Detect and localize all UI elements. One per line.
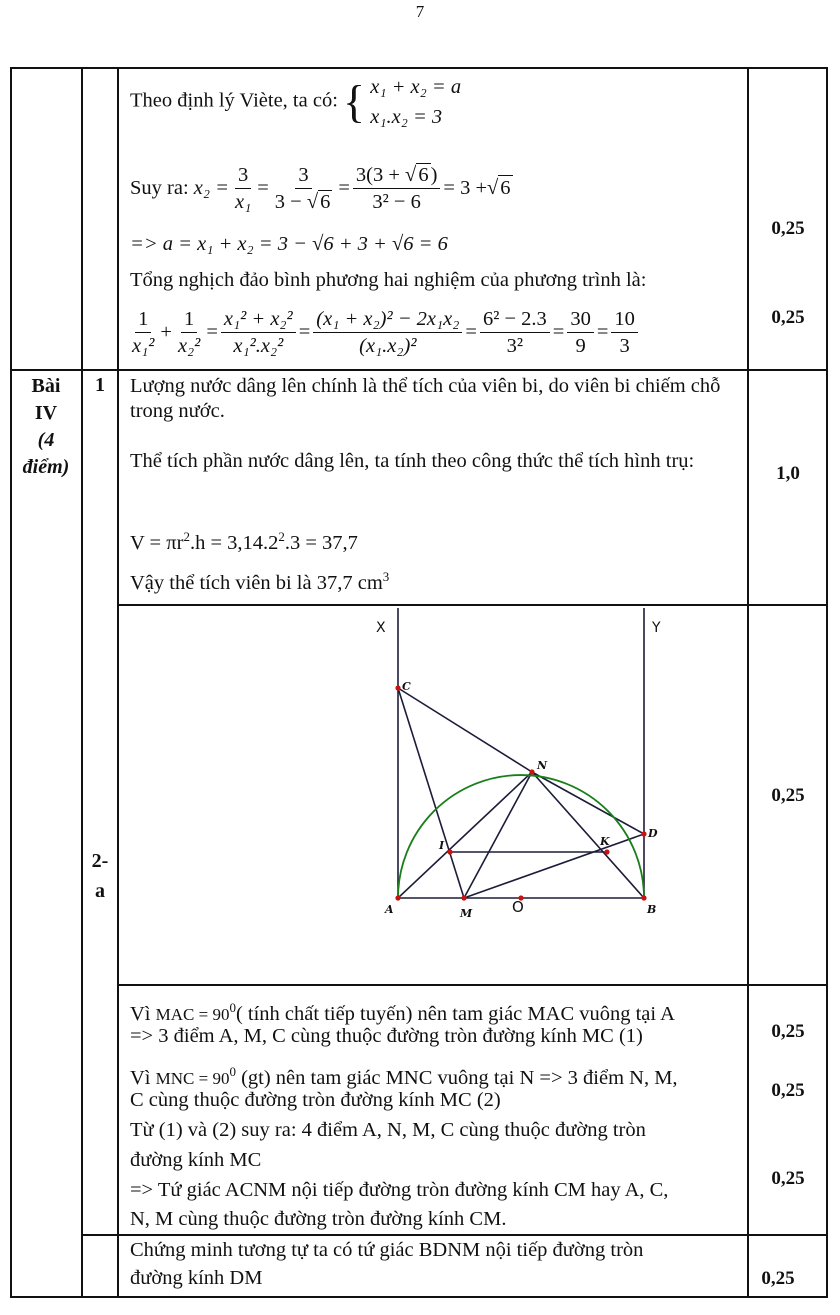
row4-line-5: Từ (1) và (2) suy ra: 4 điểm A, N, M, C cùng thuộc đường tròn [130, 1119, 646, 1141]
row4-line-7: => Tứ giác ACNM nội tiếp đường tròn đường kính CM hay A, C, [130, 1179, 669, 1201]
viete-prefix: Theo định lý Viète, ta có: [130, 89, 338, 112]
row4-line-4: C cùng thuộc đường tròn đường kính MC (2) [130, 1089, 501, 1111]
viete-line [130, 72, 740, 132]
bai-label: Bài IV (4 điểm) [22, 375, 70, 478]
row5-line-1: Chứng minh tương tự ta có tứ giác BDNM nội tiếp đường tròn [130, 1239, 644, 1261]
row2-paragraph-1: Lượng nước dâng lên chính là thể tích của viên bi, do viên bi chiếm chỗ trong nước. [130, 375, 721, 422]
score-row2: 1,0 [776, 463, 800, 484]
g5-fraction: $\frac{\text{6² − 2.3}}{\text{3²}}$ [480, 306, 550, 359]
row-divider-3 [117, 984, 828, 986]
table-divider-3 [747, 67, 749, 1298]
segment-nd [532, 772, 644, 834]
point-a [395, 895, 400, 900]
label-n: N [537, 759, 548, 772]
label-c: C [402, 680, 411, 693]
viete-system [370, 72, 461, 132]
row-divider-1 [10, 369, 828, 371]
row4-line-1: Vì MAC = $90^0$( tính chất tiếp tuyến) nên tam giác MAC vuông tại A [130, 1000, 675, 1025]
volume-conclusion: Vậy thể tích viên bi là 37,7 $cm^3$ [130, 569, 390, 594]
row4-line-2: => 3 điểm A, M, C cùng thuộc đường tròn đường kính MC (1) [130, 1025, 643, 1047]
page-number: 7 [415, 2, 425, 21]
row-divider-4 [81, 1234, 828, 1236]
part-2a-label: 2- a [91, 850, 109, 902]
g6-fraction: $\frac{30}{9}$ [567, 306, 594, 359]
score-row1-a: 0,25 [771, 218, 805, 239]
score-row1-b: 0,25 [771, 307, 805, 328]
label-i: I [439, 839, 445, 852]
row4-line-6: đường kính MC [130, 1149, 262, 1171]
score-row5: 0,25 [761, 1268, 795, 1289]
segment-cn [398, 688, 532, 772]
fraction-3-over-x1: $\frac{3}{\text{x₁}}$ [234, 163, 252, 213]
system-brace: { [343, 76, 366, 127]
label-o: O [512, 898, 524, 916]
segment-md [464, 834, 644, 898]
label-x: X [376, 620, 386, 636]
fraction-rationalized: $\frac{3(3 + √6)}{\text{3² − 6}}$ [353, 162, 440, 215]
x2-result: = 3 + [443, 176, 488, 199]
table-border-left [10, 67, 12, 1298]
row2-paragraph-2: Thể tích phần nước dâng lên, ta tính theo công thức thể tích hình trụ: [130, 450, 695, 472]
table-border-top [10, 67, 828, 69]
point-d [641, 831, 646, 836]
table-divider-1 [81, 67, 83, 1298]
score-row4-1: 0,25 [771, 1021, 805, 1042]
tong-label: Tổng nghịch đảo bình phương hai nghiệm của phương trình là: [130, 269, 647, 291]
point-k [604, 849, 609, 854]
label-b: B [647, 903, 657, 916]
g7-fraction: $\frac{10}{3}$ [611, 306, 638, 359]
row5-line-2: đường kính DM [130, 1267, 263, 1289]
label-d: D [648, 827, 658, 840]
label-y: Y [652, 620, 661, 636]
point-c [395, 685, 400, 690]
score-row3: 0,25 [771, 785, 805, 806]
g1-fraction: $\frac{1}{\text{x₁²}}$ [132, 307, 155, 357]
g4-fraction: $\frac{\text{(x₁ + x₂)² − 2x₁x₂}}{\text{(x₁.x₂)²}}$ [313, 306, 462, 359]
score-row4-2: 0,25 [771, 1080, 805, 1101]
a-value-line: => a = x₁ + x₂ = 3 − √6 + 3 + √6 = 6 [130, 233, 448, 255]
table-border-bottom [10, 1296, 828, 1298]
point-n [529, 769, 534, 774]
suyra-label: Suy ra: [130, 176, 189, 199]
score-row4-3: 0,25 [771, 1168, 805, 1189]
part-1-label: 1 [95, 374, 105, 396]
g2-fraction: $\frac{1}{\text{x₂²}}$ [177, 307, 201, 357]
x2-lhs: x₂ = [193, 176, 229, 199]
point-i [447, 849, 452, 854]
label-k: K [600, 835, 610, 848]
geometry-figure [118, 606, 746, 984]
label-m: M [460, 907, 473, 920]
viete-equation-product: x₁.x₂ = 3 [370, 106, 443, 128]
g3-fraction: $\frac{\text{x₁² + x₂²}}{\text{x₁².x₂²}}$ [221, 306, 296, 359]
row4-line-3: Vì MNC = $90^0$ (gt) nên tam giác MNC vuông tại N => 3 điểm N, M, [130, 1064, 678, 1089]
table-border-right [826, 67, 828, 1298]
x2-derivation: Suy ra: x₂ = $\frac{3}{\text{x₁}}$ = $\frac{3}{3 - √6}$ = $\frac{3(3 + √6)}{\text{3² − 6}}$ = 3 + √ 6 [130, 163, 511, 213]
point-m [461, 895, 466, 900]
row4-line-8: N, M cùng thuộc đường tròn đường kính CM. [130, 1208, 507, 1230]
volume-formula: $V = \pi r^2.h = 3,14.2^2.3 = 37,7$ [130, 529, 358, 554]
segment-mn [464, 772, 532, 898]
fraction-3-over-3-minus-sqrt6: $\frac{3}{3 - √6}$ [274, 163, 331, 213]
segment-an [398, 772, 532, 898]
viete-equation-sum: x₁ + x₂ = a [370, 76, 462, 98]
point-b [641, 895, 646, 900]
reciprocal-sum-formula: $\frac{1}{\text{x₁²}}$ + $\frac{1}{\text{x₂²}}$ = $\frac{\text{x₁² + x₂²}}{\text{x₁².x₂²}}$ = $\frac{\text{(x₁ + x₂)² − 2x₁x₂}}{\text{(x₁.x₂)²}}$ = $\frac{\text{6² − 2.3}}{\text{3²}}$ = $\frac{30}{9}$ = $\frac{10}{3}$ [126, 300, 738, 364]
label-a: A [385, 903, 394, 916]
